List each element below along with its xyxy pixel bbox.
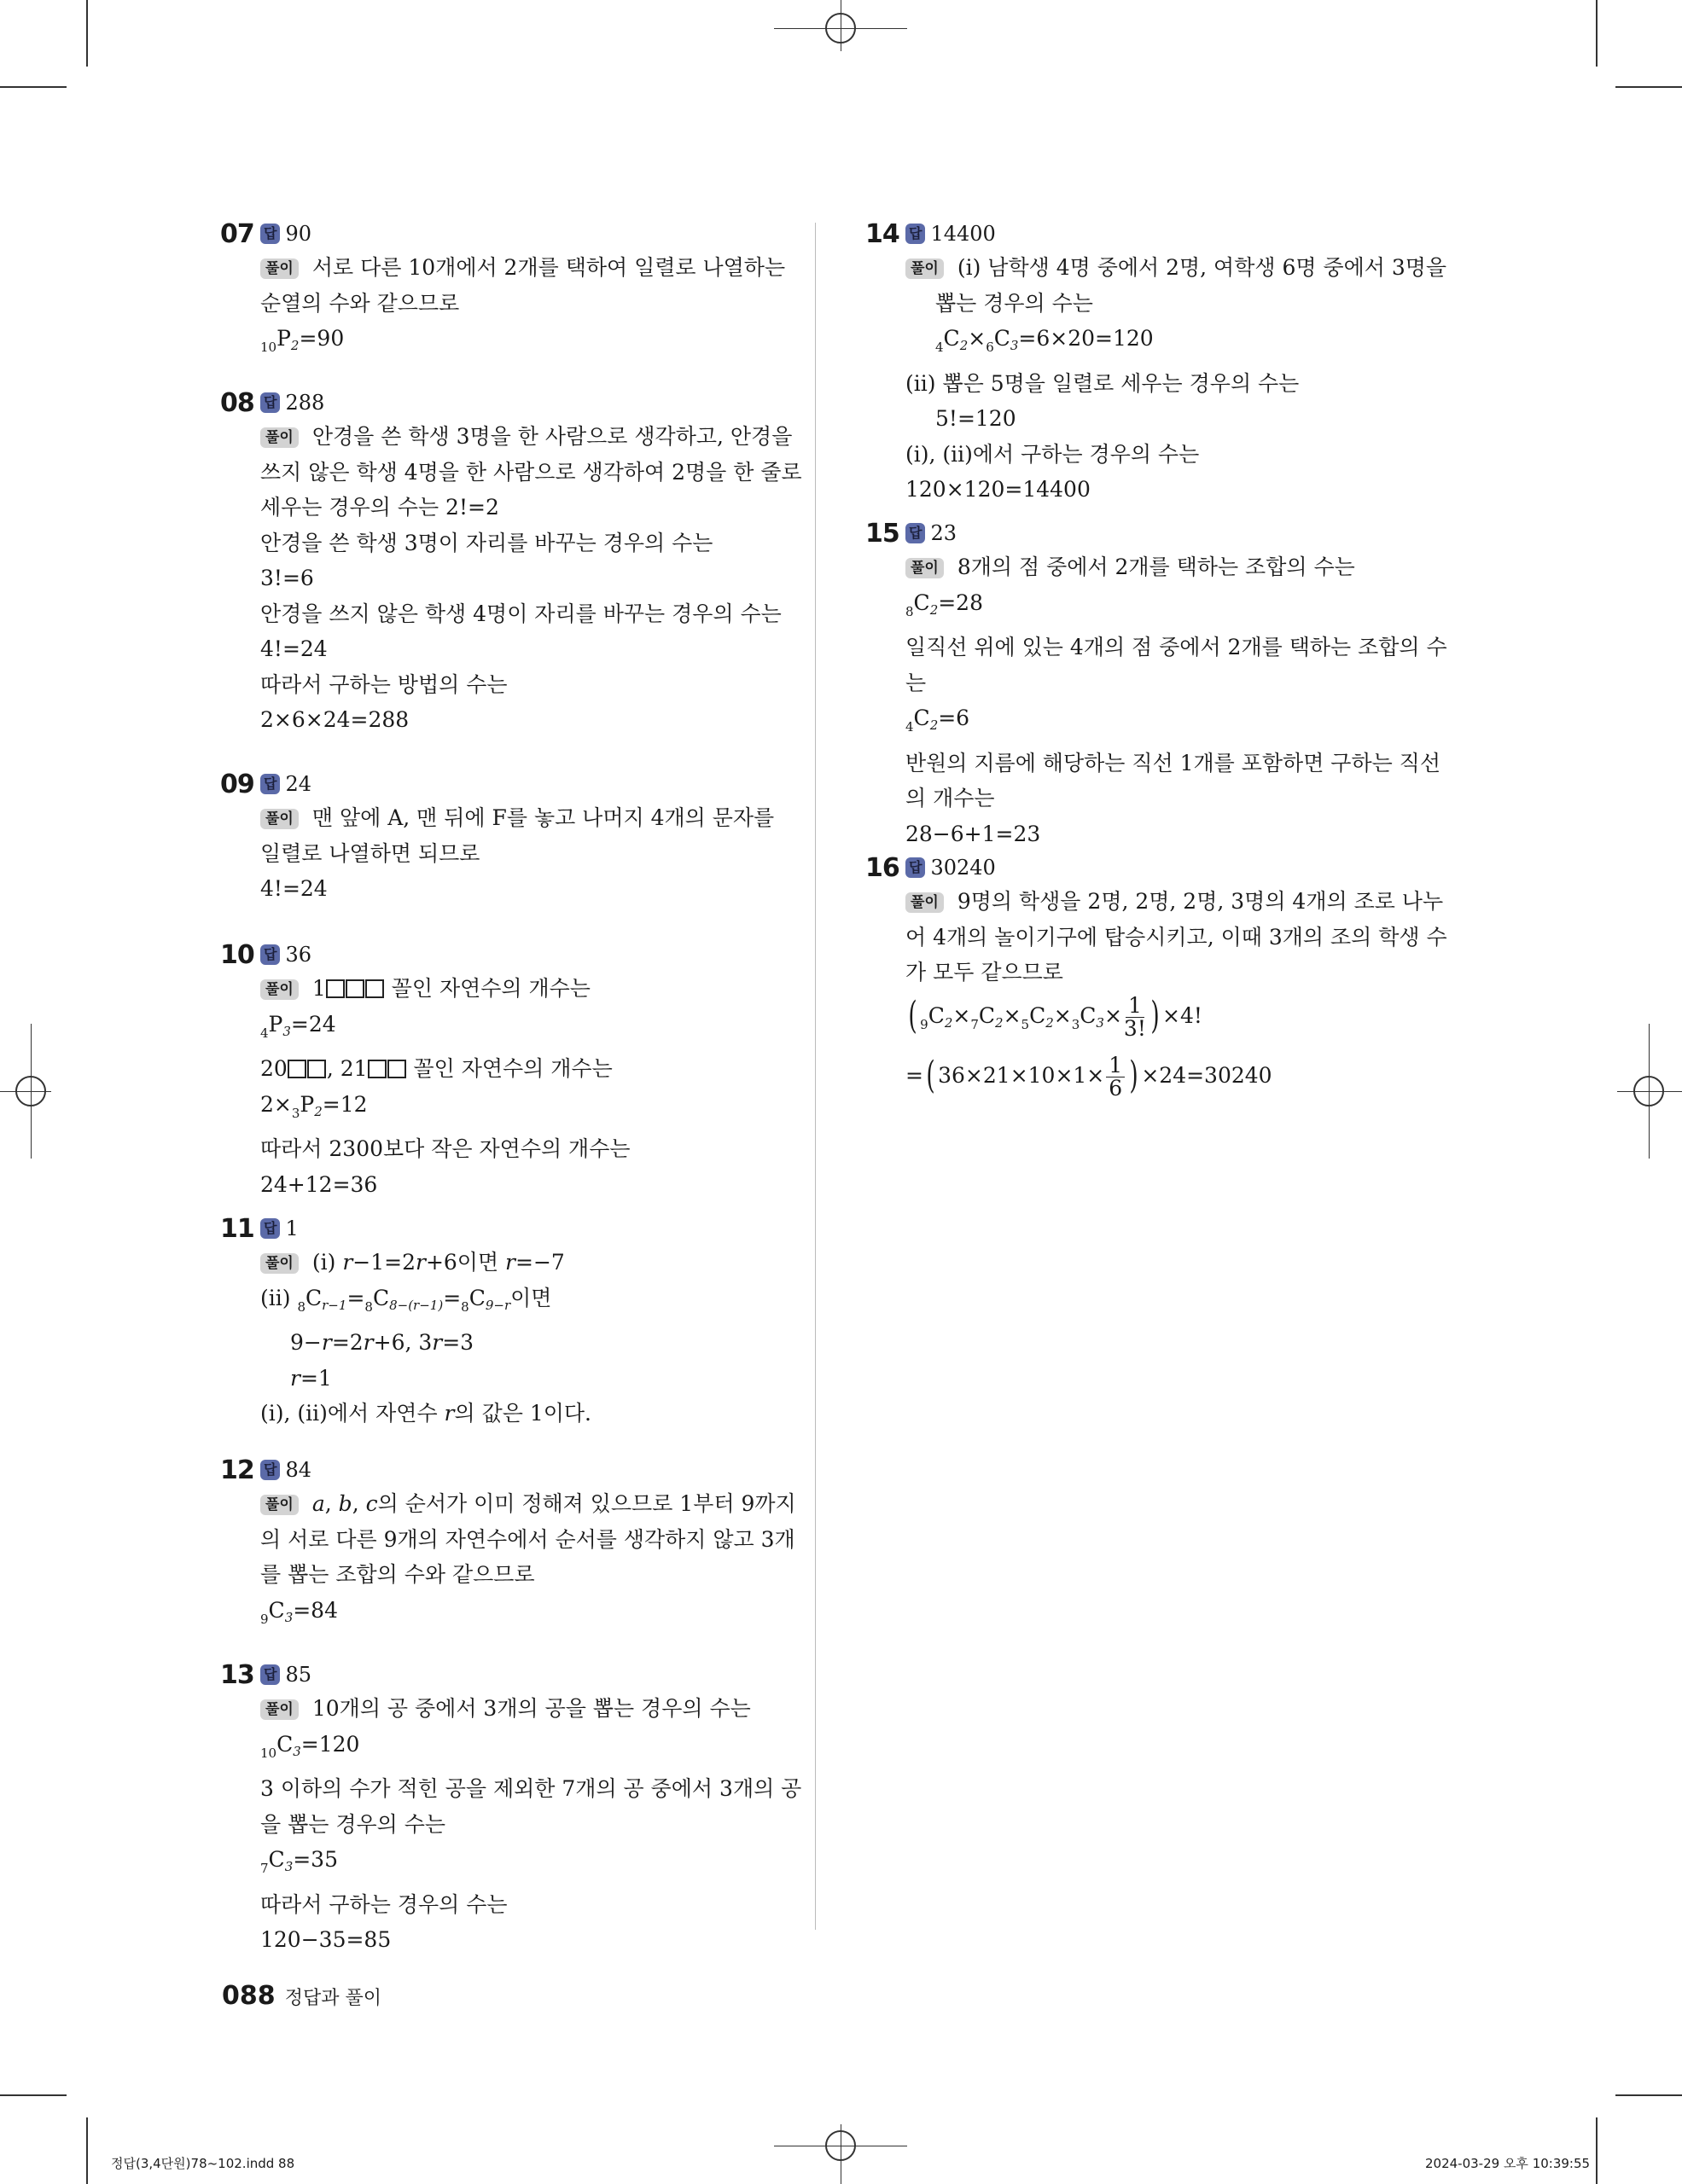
text-run: 의 서로 다른 9개의 자연수에서 순서를 생각하지 않고 3개 xyxy=(260,1526,795,1552)
text-run: =6×20=120 xyxy=(1018,326,1154,351)
solution-badge: 풀이 xyxy=(260,427,299,448)
text-run: C xyxy=(276,1731,294,1757)
crop-mark xyxy=(1596,0,1598,67)
registration-line xyxy=(0,1091,51,1092)
text-run: 3 이하의 수가 적힌 공을 제외한 7개의 공 중에서 3개의 공 xyxy=(260,1776,802,1801)
solution-line xyxy=(220,596,782,632)
solution-line xyxy=(220,1771,802,1807)
text-run: ×24=30240 xyxy=(1141,1062,1272,1088)
solution-line xyxy=(865,630,1447,665)
solution-line xyxy=(865,781,1411,816)
solution-line xyxy=(865,920,1447,956)
subscript: 3 xyxy=(284,1859,294,1874)
column-divider xyxy=(815,223,816,1930)
blank-box-icon xyxy=(387,1060,406,1078)
problem-header xyxy=(865,851,1411,884)
prescript: 7 xyxy=(260,1861,269,1876)
solution-line xyxy=(865,955,1411,990)
blank-box-icon xyxy=(365,979,384,998)
text-run: C xyxy=(372,1285,390,1310)
text-run: 4!=24 xyxy=(260,636,328,661)
text-run: P xyxy=(276,326,291,351)
text-run: =120 xyxy=(300,1731,360,1757)
solution-line xyxy=(865,990,1411,1050)
text-run: =2 xyxy=(331,1330,364,1355)
text-run: =90 xyxy=(299,326,345,351)
text-run: C xyxy=(306,1285,323,1310)
solution-line xyxy=(220,1807,766,1843)
solution-line xyxy=(220,1051,766,1087)
text-run: 10개의 공 중에서 3개의 공을 뽑는 경우의 수는 xyxy=(311,1696,751,1721)
solution-line xyxy=(220,1691,766,1727)
text-run: 순열의 수와 같으므로 xyxy=(260,290,460,316)
text-run: C xyxy=(913,590,930,615)
text-run: , xyxy=(324,1491,339,1516)
subscript: 9−r xyxy=(485,1297,511,1313)
solution-line xyxy=(220,1281,766,1326)
text-run: C xyxy=(268,1847,285,1872)
blank-box-icon xyxy=(346,979,364,998)
text-run: C xyxy=(913,706,930,730)
problem-header xyxy=(220,218,766,250)
solution-line xyxy=(220,321,766,366)
solution-line xyxy=(865,286,1411,322)
problem-number: 07 xyxy=(220,218,254,249)
crop-mark xyxy=(1615,2094,1682,2096)
answer-value: 1 xyxy=(285,1217,299,1240)
text-run: 120×120=14400 xyxy=(905,477,1091,502)
text-run: 가 모두 같으므로 xyxy=(905,960,1063,985)
text-run: +6이면 xyxy=(425,1250,506,1275)
text-run: ×4! xyxy=(1162,1002,1202,1028)
prescript: 10 xyxy=(260,1745,277,1761)
problem-header xyxy=(220,1454,766,1486)
solution-line xyxy=(220,490,766,526)
blank-box-icon xyxy=(368,1060,387,1078)
problem-08 xyxy=(220,386,802,738)
text-run: = xyxy=(905,1062,923,1088)
problem-header xyxy=(220,386,766,419)
text-run: C xyxy=(928,1002,945,1028)
registration-line xyxy=(1617,1091,1682,1092)
solution-line xyxy=(220,631,766,667)
math-variable: r xyxy=(432,1330,443,1355)
text-run: C xyxy=(978,1002,996,1028)
solution-line xyxy=(865,401,1411,437)
text-run: 안경을 쓰지 않은 학생 4명이 자리를 바꾸는 경우의 수는 xyxy=(260,601,782,626)
text-run: 1 xyxy=(311,976,326,1001)
crop-mark xyxy=(1615,86,1682,88)
answer-badge: 답 xyxy=(260,1664,280,1685)
math-variable: r xyxy=(444,1401,455,1426)
crop-mark xyxy=(86,2117,88,2184)
text-run: 는 xyxy=(905,670,927,695)
solution-line xyxy=(220,1887,766,1923)
text-run: 따라서 구하는 경우의 수는 xyxy=(260,1891,508,1917)
text-run: 일렬로 나열하면 되므로 xyxy=(260,840,480,866)
text-run: C xyxy=(268,1597,285,1623)
text-run: 서로 다른 10개에서 2개를 택하여 일렬로 나열하는 xyxy=(311,255,786,280)
prescript: 9 xyxy=(260,1611,269,1627)
prescript: 5 xyxy=(1021,1016,1030,1032)
answer-value: 14400 xyxy=(930,222,996,246)
math-variable: r xyxy=(321,1330,332,1355)
solution-badge: 풀이 xyxy=(260,979,299,1000)
text-run: × xyxy=(968,326,987,351)
problem-13 xyxy=(220,1658,802,1958)
math-variable: c xyxy=(365,1491,378,1516)
crop-mark xyxy=(0,2094,67,2096)
solution-line xyxy=(865,746,1440,781)
problem-15 xyxy=(865,517,1447,851)
problem-10 xyxy=(220,938,766,1202)
answer-value: 288 xyxy=(285,391,325,415)
answer-badge: 답 xyxy=(260,774,280,794)
text-run: C xyxy=(1029,1002,1046,1028)
text-run: 120−35=85 xyxy=(260,1927,392,1952)
solution-line xyxy=(865,549,1411,585)
text-run: 의 개수는 xyxy=(905,786,995,810)
problem-12 xyxy=(220,1454,796,1637)
blank-box-icon xyxy=(288,1060,306,1078)
answer-badge: 답 xyxy=(260,1218,280,1239)
solution-line xyxy=(220,286,766,322)
prescript: 4 xyxy=(935,340,944,355)
solution-line xyxy=(865,884,1444,920)
solution-line xyxy=(220,1245,766,1281)
text-run: 4!=24 xyxy=(260,876,328,901)
prescript: 3 xyxy=(291,1105,300,1121)
problem-09 xyxy=(220,768,775,907)
slug-timestamp: 2024-03-29 오후 10:39:55 xyxy=(1425,2156,1591,2171)
solution-line xyxy=(220,1922,766,1958)
answer-badge: 답 xyxy=(905,857,925,878)
math-variable: b xyxy=(338,1491,352,1516)
problem-header xyxy=(220,1658,766,1691)
prescript: 8 xyxy=(297,1298,306,1315)
answer-value: 24 xyxy=(285,772,312,796)
subscript: 2 xyxy=(944,1014,953,1031)
answer-value: 30240 xyxy=(930,856,996,880)
text-run: 9− xyxy=(290,1330,322,1355)
solution-line xyxy=(865,665,1411,701)
text-run: = xyxy=(346,1285,365,1310)
text-run: =1 xyxy=(300,1365,332,1391)
text-run: 3!=6 xyxy=(260,566,314,590)
answer-badge: 답 xyxy=(905,523,925,543)
text-run: 8개의 점 중에서 2개를 택하는 조합의 수는 xyxy=(957,555,1355,579)
text-run: (i) 남학생 4명 중에서 2명, 여학생 6명 중에서 3명을 xyxy=(957,255,1447,280)
solution-badge: 풀이 xyxy=(905,892,944,913)
prescript: 4 xyxy=(905,719,914,735)
text-run: =24 xyxy=(290,1011,336,1037)
text-run: C xyxy=(469,1285,486,1310)
text-run: (i) xyxy=(311,1250,343,1275)
answer-value: 90 xyxy=(285,222,312,246)
solution-line xyxy=(220,455,802,491)
text-run: 5!=120 xyxy=(935,406,1016,431)
text-run: (i), (ii)에서 구하는 경우의 수는 xyxy=(905,441,1200,467)
parenthesis: ( xyxy=(908,993,917,1037)
text-run: 꼴인 자연수의 개수는 xyxy=(384,976,591,1001)
solution-line xyxy=(865,250,1447,286)
problem-number: 10 xyxy=(220,939,254,970)
answer-value: 36 xyxy=(285,943,312,967)
text-run: 일직선 위에 있는 4개의 점 중에서 2개를 택하는 조합의 수 xyxy=(905,635,1447,659)
text-run: P xyxy=(300,1091,315,1117)
prescript: 6 xyxy=(986,340,994,355)
subscript: 3 xyxy=(1096,1014,1104,1031)
problem-number: 08 xyxy=(220,387,254,418)
text-run: 24+12=36 xyxy=(260,1171,378,1197)
text-run: 반원의 지름에 해당하는 직선 1개를 포함하면 구하는 직선 xyxy=(905,750,1440,775)
solution-line xyxy=(220,1167,766,1203)
subscript: 3 xyxy=(1010,338,1019,353)
solution-line xyxy=(865,472,1411,508)
prescript: 10 xyxy=(260,340,277,355)
text-run: 안경을 쓴 학생 3명을 한 사람으로 생각하고, 안경을 xyxy=(311,424,793,449)
text-run: = xyxy=(443,1285,462,1310)
text-run: C xyxy=(943,326,960,351)
answer-badge: 답 xyxy=(260,1460,280,1480)
problem-number: 11 xyxy=(220,1213,254,1244)
text-run: =12 xyxy=(322,1091,368,1117)
crop-mark xyxy=(1596,2117,1598,2184)
fraction xyxy=(1123,992,1146,1041)
blank-box-icon xyxy=(307,1060,326,1078)
prescript: 3 xyxy=(1071,1016,1080,1032)
text-run: 따라서 구하는 방법의 수는 xyxy=(260,671,508,697)
text-run: × xyxy=(952,1002,971,1028)
math-variable: a xyxy=(311,1491,325,1516)
solution-line xyxy=(220,419,793,455)
numerator: 1 xyxy=(1106,1054,1125,1077)
solution-line xyxy=(220,1522,795,1558)
subscript: 2 xyxy=(995,1014,1004,1031)
answer-value: 85 xyxy=(285,1663,312,1687)
subscript: 2 xyxy=(1045,1014,1054,1031)
crop-mark xyxy=(86,0,88,67)
subscript: r−1 xyxy=(322,1297,347,1313)
text-run: , xyxy=(352,1491,366,1516)
parenthesis: ) xyxy=(1150,993,1160,1037)
text-run: 2×6×24=288 xyxy=(260,707,410,732)
registration-line xyxy=(31,1024,32,1159)
answer-badge: 답 xyxy=(260,392,280,413)
text-run: 뽑는 경우의 수는 xyxy=(935,290,1093,316)
solution-line xyxy=(220,1593,766,1638)
numerator: 1 xyxy=(1126,995,1144,1018)
solution-line xyxy=(220,1325,766,1361)
subscript: 8−(r−1) xyxy=(389,1297,444,1313)
problem-number: 15 xyxy=(865,518,899,549)
solution-badge: 풀이 xyxy=(260,809,299,829)
problem-07 xyxy=(220,218,786,366)
solution-badge: 풀이 xyxy=(905,258,944,279)
math-variable: r xyxy=(415,1250,426,1275)
text-run: =6 xyxy=(938,706,970,730)
solution-line xyxy=(220,702,766,738)
subscript: 2 xyxy=(929,601,939,618)
solution-line xyxy=(220,1131,766,1167)
text-run: × xyxy=(1103,1002,1122,1028)
parenthesis: ( xyxy=(926,1053,935,1097)
solution-line xyxy=(220,1557,766,1593)
answer-badge: 답 xyxy=(905,224,925,244)
denominator: 6 xyxy=(1109,1075,1123,1101)
math-variable: r xyxy=(363,1330,374,1355)
text-run: 안경을 쓴 학생 3명이 자리를 바꾸는 경우의 수는 xyxy=(260,530,713,555)
text-run: +6, 3 xyxy=(373,1330,433,1355)
text-run: 세우는 경우의 수는 2!=2 xyxy=(260,495,499,520)
text-run: 를 뽑는 조합의 수와 같으므로 xyxy=(260,1562,535,1587)
prescript: 8 xyxy=(461,1298,469,1315)
answer-badge: 답 xyxy=(260,224,280,244)
text-run: 쓰지 않은 학생 4명을 한 사람으로 생각하여 2명을 한 줄로 xyxy=(260,459,802,485)
problem-number: 13 xyxy=(220,1659,254,1690)
answer-badge: 답 xyxy=(260,944,280,965)
fraction xyxy=(1106,1054,1125,1100)
solution-badge: 풀이 xyxy=(260,1699,299,1720)
solution-badge: 풀이 xyxy=(260,1253,299,1274)
solution-line xyxy=(865,366,1411,402)
crop-mark xyxy=(0,86,67,88)
text-run: 따라서 2300보다 작은 자연수의 개수는 xyxy=(260,1136,631,1161)
subscript: 2 xyxy=(314,1103,323,1119)
parenthesis: ) xyxy=(1129,1053,1138,1097)
subscript: 3 xyxy=(284,1609,294,1625)
solution-badge: 풀이 xyxy=(260,258,299,279)
slug-file: 정답(3,4단원)78~102.indd 88 xyxy=(111,2156,295,2171)
problem-header xyxy=(220,938,766,971)
math-variable: r xyxy=(342,1250,353,1275)
problem-number: 12 xyxy=(220,1455,254,1485)
problem-11 xyxy=(220,1212,766,1432)
solution-line xyxy=(865,437,1411,473)
text-run: 36×21×10×1× xyxy=(938,1062,1105,1088)
problem-number: 16 xyxy=(865,852,899,883)
solution-line xyxy=(220,1361,766,1397)
prescript: 9 xyxy=(920,1016,928,1032)
problem-header xyxy=(220,768,766,800)
solution-line xyxy=(220,1842,766,1887)
text-run: =−7 xyxy=(515,1250,565,1275)
text-run: 의 값은 1이다. xyxy=(454,1401,591,1426)
problem-header xyxy=(865,517,1411,549)
text-run: × xyxy=(1053,1002,1072,1028)
solution-line xyxy=(220,250,786,286)
problem-header xyxy=(865,218,1411,250)
text-run: 20 xyxy=(260,1056,288,1081)
page-footer xyxy=(222,1981,381,2011)
text-run: 어 4개의 놀이기구에 탑승시키고, 이때 3개의 조의 학생 수 xyxy=(905,924,1447,950)
problem-number: 09 xyxy=(220,769,254,799)
text-run: 의 순서가 이미 정해져 있으므로 1부터 9까지 xyxy=(377,1491,796,1516)
solution-line xyxy=(220,1486,796,1522)
answer-value: 23 xyxy=(930,521,957,545)
text-run: (ii) 뽑은 5명을 일렬로 세우는 경우의 수는 xyxy=(905,370,1300,396)
section-label: 정답과 풀이 xyxy=(284,1988,381,2009)
solution-line xyxy=(220,1007,766,1052)
solution-line xyxy=(220,1396,766,1432)
solution-line xyxy=(220,971,766,1007)
solution-line xyxy=(220,667,766,703)
text-run: 맨 앞에 A, 맨 뒤에 F를 놓고 나머지 4개의 문자를 xyxy=(311,805,775,830)
prescript: 7 xyxy=(970,1016,979,1032)
prescript: 8 xyxy=(905,603,914,619)
denominator: 3! xyxy=(1123,1015,1146,1041)
solution-line xyxy=(220,526,766,561)
solution-badge: 풀이 xyxy=(905,558,944,578)
solution-line xyxy=(220,561,766,596)
text-run: 을 뽑는 경우의 수는 xyxy=(260,1811,446,1837)
text-run: =84 xyxy=(293,1597,338,1623)
subscript: 3 xyxy=(282,1023,291,1039)
solution-line xyxy=(865,1050,1411,1101)
text-run: 이면 xyxy=(510,1285,552,1310)
problem-header xyxy=(220,1212,766,1245)
text-run: P xyxy=(268,1011,283,1037)
solution-line xyxy=(220,836,766,872)
text-run: × xyxy=(1003,1002,1021,1028)
text-run: =28 xyxy=(938,590,983,615)
solution-line xyxy=(865,816,1411,852)
blank-box-icon xyxy=(326,979,345,998)
registration-line xyxy=(1649,1024,1650,1159)
text-run: =3 xyxy=(442,1330,474,1355)
math-variable: r xyxy=(505,1250,515,1275)
solution-line xyxy=(220,1087,766,1132)
solution-line xyxy=(220,871,766,907)
solution-line xyxy=(220,1727,766,1772)
math-variable: r xyxy=(290,1365,300,1391)
text-run: 28−6+1=23 xyxy=(905,821,1041,846)
subscript: 2 xyxy=(929,717,939,733)
text-run: (i), (ii)에서 자연수 xyxy=(260,1401,445,1426)
solution-badge: 풀이 xyxy=(260,1495,299,1515)
solution-line xyxy=(865,585,1411,630)
text-run: −1=2 xyxy=(352,1250,416,1275)
text-run: , 21 xyxy=(326,1056,368,1081)
subscript: 3 xyxy=(293,1743,301,1759)
text-run: (ii) xyxy=(260,1285,298,1310)
problem-14 xyxy=(865,218,1447,508)
text-run: 9명의 학생을 2명, 2명, 2명, 3명의 4개의 조로 나누 xyxy=(957,889,1444,914)
page-number: 088 xyxy=(222,1981,276,2011)
prescript: 4 xyxy=(260,1025,269,1041)
problem-16 xyxy=(865,851,1447,1101)
problem-number: 14 xyxy=(865,218,899,249)
prescript: 8 xyxy=(364,1298,373,1315)
text-run: 꼴인 자연수의 개수는 xyxy=(406,1056,613,1081)
subscript: 2 xyxy=(959,338,969,353)
text-run: 2× xyxy=(260,1091,292,1117)
answer-value: 84 xyxy=(285,1458,312,1482)
solution-line xyxy=(865,321,1411,366)
solution-line xyxy=(220,800,775,836)
text-run: =35 xyxy=(293,1847,338,1872)
subscript: 2 xyxy=(290,338,300,353)
text-run: C xyxy=(993,326,1010,351)
solution-line xyxy=(865,700,1411,746)
text-run: C xyxy=(1080,1002,1097,1028)
